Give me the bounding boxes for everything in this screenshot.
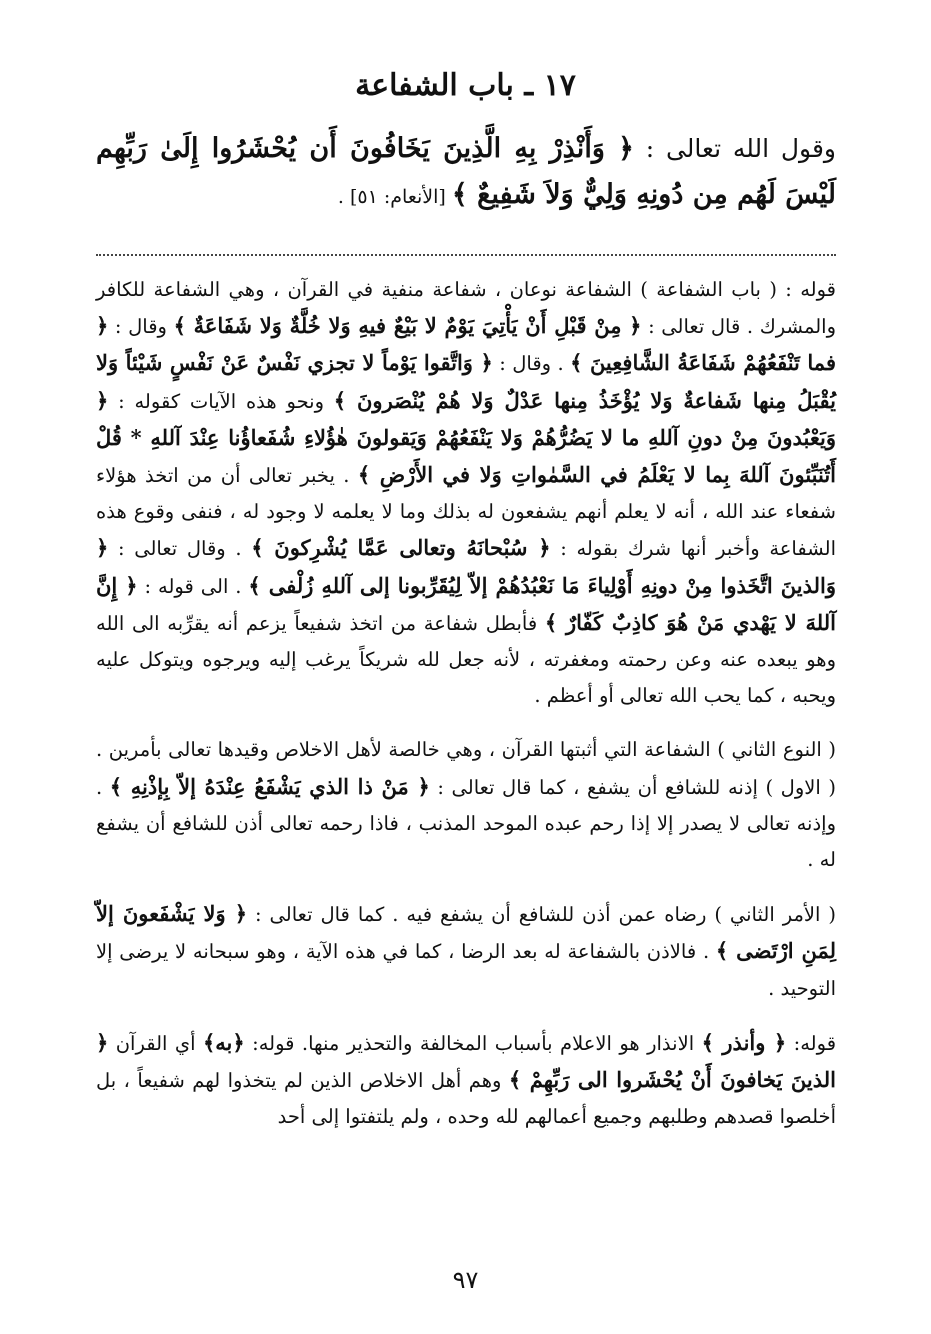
commentary-text: . الى قوله : [137,574,249,598]
commentary-text: ( النوع الثاني ) الشفاعة التي أثبتها القرآن ، وهي خالصة لأهل الاخلاص وقيدها تعالى بأمرين . ( الاول ) إذنه للشافع أن يشفع ، كما قال تعالى : [96,738,836,799]
quran-quote: ﴿به﴾ [202,1029,245,1055]
commentary-text: ونحو هذه الآيات كقوله : [108,389,334,413]
quran-quote: ﴿ وَاتَّقوا يَوْماً لا تجزي نَفْسٌ عَنْ نَفْسٍ شَيْئاً وَلا يُقْبَلُ مِنها شَفاعةٌ وَلا يُؤْخَذُ مِنها عَدْلٌ وَلا هُمْ يُنْصَرونَ ﴾ [96,350,836,413]
commentary-paragraph [96,732,836,878]
quran-quote: ﴿ سُبْحانَهُ وتعالى عَمَّا يُشْرِكونَ ﴾ [251,535,551,561]
chapter-title: ١٧ ـ باب الشفاعة [355,68,576,103]
commentary-text: . وقال : [492,352,571,376]
intro-quran-verse: ﴿ وَأَنْذِرْ بِهِ الَّذِينَ يَخَافُونَ أَن يُحْشَرُوا إِلَىٰ رَبِّهِم لَيْسَ لَهُم مِن دُونِهِ وَلِيٌّ وَلاَ شَفِيعٌ ﴾ [96,133,836,210]
commentary-text: الانذار هو الاعلام بأسباب المخالفة والتحذير منها. قوله: [244,1031,702,1055]
quran-quote: ﴿ مَنْ ذا الذي يَشْفَعُ عِنْدَهُ إلاّ بِإذْنِهِ ﴾ [109,773,430,799]
quran-quote: ﴿ وأنذر ﴾ [701,1029,787,1055]
commentary-text: . يخبر تعالى أن من اتخذ هؤلاء شفعاء عند الله ، أنه لا يعلم أنهم يشفعون له بذلك وما لا يعلمه لا وجود له ، فنفى وقوع هذه الشفاعة وأخبر أنها شرك بقوله : [96,464,836,561]
quran-quote: ﴿ مِنْ قَبْلِ أَنْ يَأْتِيَ يَوْمٌ لا بَيْعٌ فيهِ وَلا خُلَّةٌ وَلا شَفَاعَةٌ ﴾ [173,313,642,339]
quran-quote: ﴿ وَلا يَشْفَعونَ إلاّ لِمَنِ ارْتَضى ﴾ [96,901,836,964]
commentary-paragraph [96,1025,836,1136]
commentary-text: قوله: [786,1031,837,1055]
commentary-paragraph [96,272,836,714]
commentary-text: . وإذنه تعالى لا يصدر إلا إذا رحم عبده الموحد المذنب ، فاذا رحمه تعالى أذن للشافع أن يشفع له . [96,775,836,872]
commentary-text: وهم أهل الاخلاص الذين لم يتخذوا لهم شفيعاً ، بل أخلصوا قصدهم وطلبهم وجميع أعمالهم لله وحده ، ولم يلتفتوا إلى أحد [96,1069,836,1129]
quran-quote: ﴿ الذينَ يَخافونَ أَنْ يُحْشَروا الى رَبِّهِمْ ﴾ [96,1029,836,1093]
quran-quote: ﴿ فما تَنْفَعُهُمْ شَفَاعَةُ الشَّافِعِينَ ﴾ [96,313,836,376]
commentary-text: ( الأمر الثاني ) رضاه عمن أذن للشافع أن يشفع فيه . كما قال تعالى : [247,903,836,927]
quran-quote: ﴿ وَيَعْبُدونَ مِنْ دونِ آللهِ ما لا يَضُرُّهُمْ وَلا يَنْفَعُهُمْ وَيَقولونَ هٰؤُلاءِ شُفَعاؤُنا عِنْدَ آللهِ * قُلْ أَتُنَبِّئونَ آللهَ بِما لا يَعْلَمُ في السَّمٰواتِ وَلا في الأَرْضِ ﴾ [96,387,837,488]
intro-verse-reference: [الأنعام: ٥١] . [337,186,452,208]
quran-quote: ﴿ إِنَّ آللهَ لا يَهْدي مَنْ هُوَ كاذِبٌ كَفّارٌ ﴾ [96,572,836,635]
commentary-text: وقال : [108,315,174,339]
dotted-divider [96,254,836,256]
commentary-text: فأبطل شفاعة من اتخذ شفيعاً يزعم أنه يقرِّبه الى الله وهو يبعده عنه وعن رحمته ومغفرته ، لأنه جعل لله شريكاً يرغب إليه ويرجوه ويتوكل عليه ويحبه ، كما يحب الله تعالى أو أعظم . [96,611,836,708]
commentary-paragraph [96,896,836,1007]
intro-lead: وقول الله تعالى : [633,134,836,163]
commentary-text: . فالاذن بالشفاعة له بعد الرضا ، كما في هذه الآية ، وهو سبحانه لا يرضى إلا التوحيد . [96,940,836,1000]
intro-verse-block [96,126,836,220]
quran-quote: ﴿ وَالذينَ اتَّخَذوا مِنْ دونِهِ أَوْلِياءَ مَا نَعْبُدُهُمْ إلاّ لِيُقَرِّبونا إلى آللهِ زُلْفى ﴾ [96,535,836,598]
commentary-body [96,272,836,1135]
commentary-text: . وقال تعالى : [108,537,252,561]
page-number: ٩٧ [452,1266,479,1294]
commentary-text: أي القرآن [108,1031,203,1055]
commentary-text: قوله : ( باب الشفاعة ) الشفاعة نوعان ، شفاعة منفية في القرآن ، وهي الشفاعة للكافر والمشرك . قال تعالى : [96,278,836,339]
